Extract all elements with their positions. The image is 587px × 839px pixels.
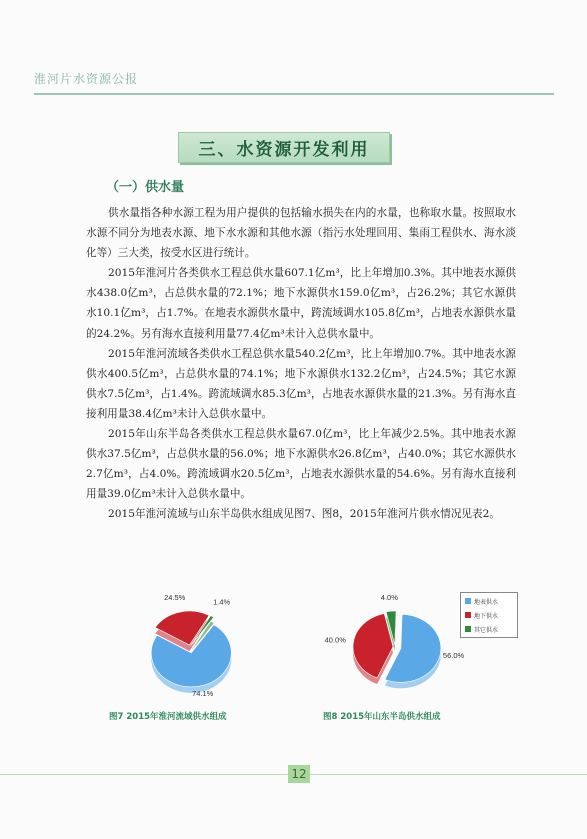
subheading: （一）供水量 xyxy=(106,180,185,195)
pie-chart-huaihe xyxy=(95,592,285,702)
header-divider xyxy=(34,93,554,95)
legend-item xyxy=(461,623,517,635)
groundwater-slice-label: 24.5% xyxy=(164,593,186,602)
paragraph: 2015年淮河流域各类供水工程总供水量540.2亿m³，比上年增加0.7%。其中地表水源供水400.5亿m³，占总供水量的74.1%；地下水源供水132.2亿m³，占24.5%；其它水源供水7.5亿m³，占1.4%。跨流域调水85.3亿m³，占地表水源供水量的21.3%。另有海水直接利用量38.4亿m³未计入总供水量中。 xyxy=(86,347,516,420)
paragraph: 2015年淮河片各类供水工程总供水量607.1亿m³，比上年增加0.3%。其中地表水源供水438.0亿m³，占总供水量的72.1%；地下水源供水159.0亿m³，占26.2%；其它水源供水10.1亿m³，占1.7%。在地表水源供水量中，跨流域调水105.8亿m³，占地表水源供水量的24.2%。另有海水直接利用量77.4亿m³未计入总供水量中。 xyxy=(86,267,516,340)
other-slice-label: 4.0% xyxy=(380,593,398,602)
page-number: 12 xyxy=(288,765,310,783)
groundwater-slice-label: 40.0% xyxy=(324,635,346,645)
chart-caption-shandong: 图8 2015年山东半岛供水组成 xyxy=(323,712,441,722)
other-slice-label: 1.4% xyxy=(213,597,231,607)
legend-label: 地表供水 xyxy=(474,598,499,606)
legend-item xyxy=(461,595,517,607)
legend-swatch xyxy=(465,612,471,618)
legend-label: 其它供水 xyxy=(474,626,499,634)
paragraph: 供水量指各种水源工程为用户提供的包括输水损失在内的水量，也称取水量。按照取水水源不同分为地表水源、地下水水源和其他水源（指污水处理回用、集雨工程供水、海水淡化等）三大类，按受水区进行统计。 xyxy=(86,207,516,260)
legend-item xyxy=(461,609,517,621)
legend-swatch xyxy=(465,626,471,632)
section-title: 三、水资源开发利用 xyxy=(178,132,390,163)
report-header-title: 淮河片水资源公报 xyxy=(34,72,139,86)
body-text xyxy=(86,203,516,525)
paragraph: 2015年山东半岛各类供水工程总供水量67.0亿m³，比上年减少2.5%。其中地表水源供水37.5亿m³，占总供水量的56.0%；地下水源供水26.8亿m³，占40.0%；其它水源供水2.7亿m³，占4.0%。跨流域调水20.5亿m³，占地表水源供水量的54.6%。另有海水直接利用量39.0亿m³未计入总供水量中。 xyxy=(86,428,516,501)
paragraph: 2015年淮河流域与山东半岛供水组成见图7、图8，2015年淮河片供水情况见表2。 xyxy=(108,508,500,521)
legend-swatch xyxy=(465,598,471,604)
surface-slice-label: 56.0% xyxy=(442,650,465,660)
chart-caption-huaihe: 图7 2015年淮河流域供水组成 xyxy=(109,712,227,722)
chart-legend xyxy=(460,592,518,638)
pie-chart-huaihe-svg xyxy=(95,592,285,702)
charts-area xyxy=(95,592,535,732)
legend-label: 地下供水 xyxy=(474,612,499,620)
surface-slice-label: 74.1% xyxy=(192,688,214,698)
